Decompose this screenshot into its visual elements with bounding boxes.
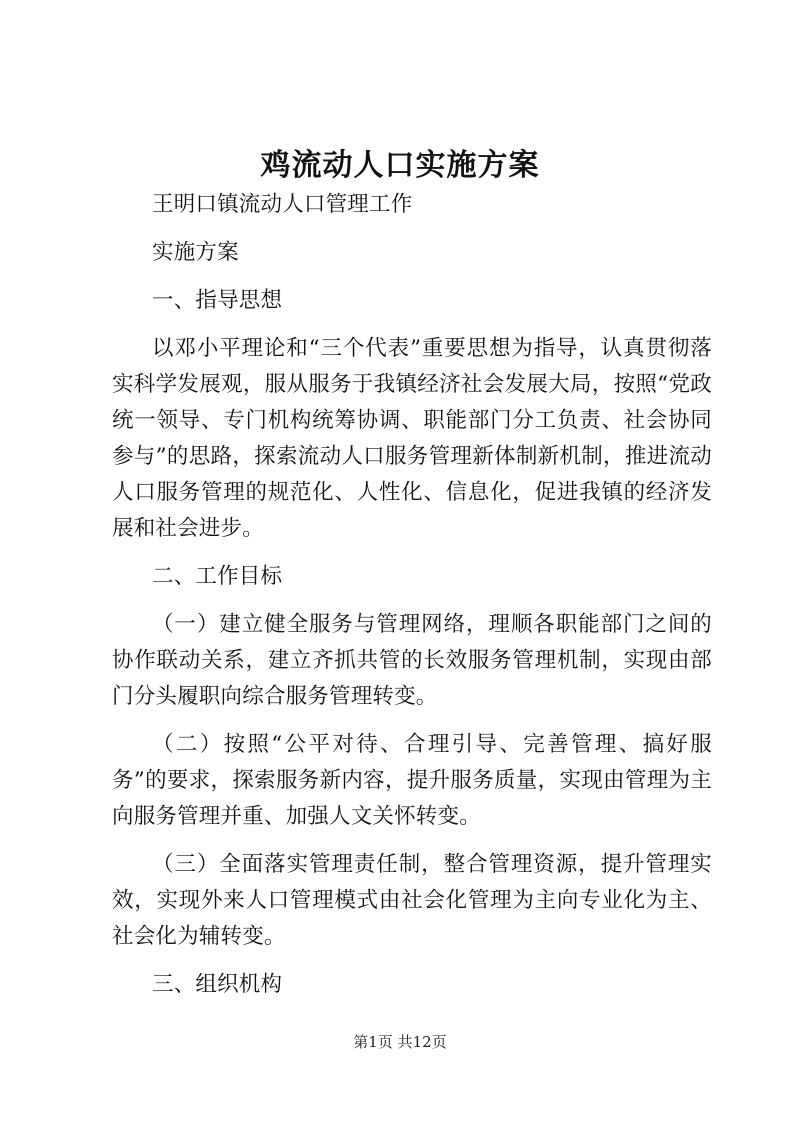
section-heading-1: 一、指导思想 [152,288,283,313]
document-title: 鸡流动人口实施方案 [260,148,540,183]
paragraph-goal-1: （一）建立健全服务与管理网络，理顺各职能部门之间的协作联动关系，建立齐抓共管的长效服务管理机制，实现由部门分头履职向综合服务管理转变。 [112,612,712,709]
paragraph-goal-3: （三）全面落实管理责任制，整合管理资源，提升管理实效，实现外来人口管理模式由社会化管理为主向专业化为主、社会化为辅转变。 [112,852,712,949]
paragraph-subtitle-2: 实施方案 [152,240,239,265]
page-footer: 第1页 共12页 [353,1033,447,1051]
paragraph-subtitle-1: 王明口镇流动人口管理工作 [152,192,413,217]
paragraph-guiding-thought: 以邓小平理论和“三个代表”重要思想为指导，认真贯彻落实科学发展观，服从服务于我镇经济社会发展大局，按照“党政统一领导、专门机构统筹协调、职能部门分工负责、社会协同参与”的思路，探索流动人口服务管理新体制新机制，推进流动人口服务管理的规范化、人性化、信息化，促进我镇的经济发展和社会进步。 [112,336,712,541]
document-body [112,187,712,1015]
paragraph-goal-2: （二）按照“公平对待、合理引导、完善管理、搞好服务”的要求，探索服务新内容，提升服务质量，实现由管理为主向服务管理并重、加强人文关怀转变。 [112,732,712,829]
section-heading-2: 二、工作目标 [152,564,283,589]
section-heading-3: 三、组织机构 [152,972,283,997]
